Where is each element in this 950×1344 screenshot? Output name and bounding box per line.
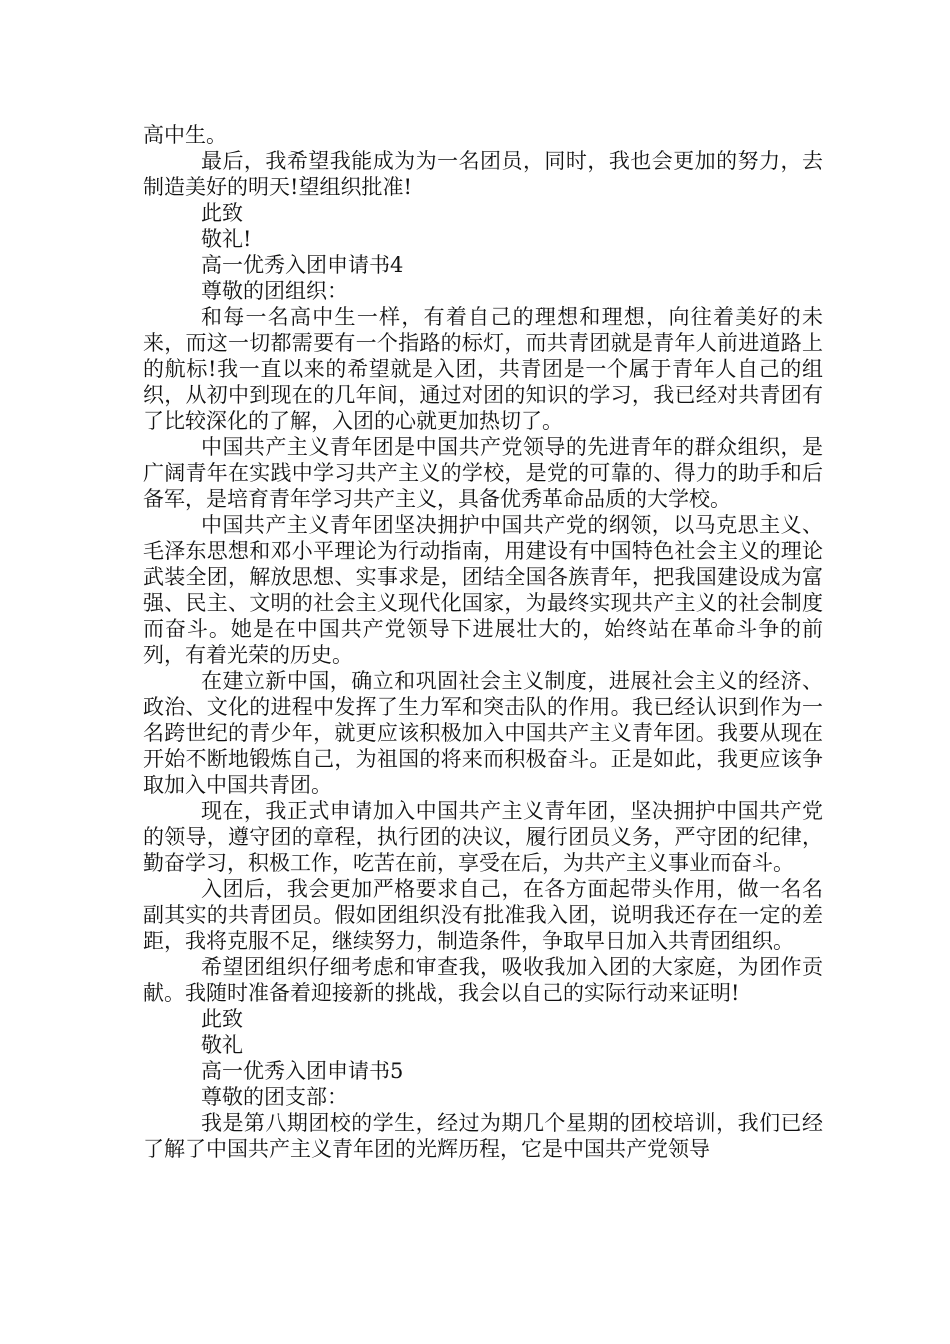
salutation-jingli: 敬礼! — [201, 227, 252, 251]
paragraph-body: 现在，我正式申请加入中国共产主义青年团，坚决拥护中国共产党的领导，遵守团的章程，执行团的决议，履行团员义务，严守团的纪律，勤奋学习，积极工作，吃苦在前，享受在后，为共产主义事业而奋斗。 — [143, 799, 823, 875]
salutation-cizhi: 此致 — [201, 201, 243, 225]
paragraph-body: 和每一名高中生一样，有着自己的理想和理想，向往着美好的未来，而这一切都需要有一个指路的标灯，而共青团就是青年人前进道路上的航标!我一直以来的希望就是入团，共青团是一个属于青年人自己的组织，从初中到现在的几年间，通过对团的知识的学习，我已经对共青团有了比较深化的了解，入团的心就更加热切了。 — [143, 305, 823, 433]
greeting-line: 尊敬的团支部： — [201, 1085, 348, 1109]
document-page — [143, 122, 823, 1162]
greeting-line: 尊敬的团组织： — [201, 279, 348, 303]
paragraph-intro-end: 高中生。 — [143, 123, 227, 147]
paragraph-body: 中国共产主义青年团是中国共产党领导的先进青年的群众组织，是广阔青年在实践中学习共产主义的学校，是党的可靠的、得力的助手和后备军，是培育青年学习共产主义，具备优秀革命品质的大学校。 — [143, 435, 823, 511]
paragraph-body: 希望团组织仔细考虑和审查我，吸收我加入团的大家庭，为团作贡献。我随时准备着迎接新的挑战，我会以自己的实际行动来证明! — [143, 955, 823, 1005]
paragraph-body: 我是第八期团校的学生，经过为期几个星期的团校培训，我们已经了解了中国共产主义青年团的光辉历程，它是中国共产党领导 — [143, 1111, 823, 1161]
section-heading-4: 高一优秀入团申请书4 — [201, 253, 404, 277]
section-heading-5: 高一优秀入团申请书5 — [201, 1059, 404, 1083]
paragraph-body: 入团后，我会更加严格要求自己，在各方面起带头作用，做一名名副其实的共青团员。假如团组织没有批准我入团，说明我还存在一定的差距，我将克服不足，继续努力，制造条件，争取早日加入共青团组织。 — [143, 877, 823, 953]
paragraph-closing-wish: 最后，我希望我能成为为一名团员，同时，我也会更加的努力，去制造美好的明天!望组织批准! — [143, 149, 823, 199]
salutation-jingli: 敬礼 — [201, 1033, 243, 1057]
paragraph-body: 在建立新中国，确立和巩固社会主义制度，进展社会主义的经济、政治、文化的进程中发挥了生力军和突击队的作用。我已经认识到作为一名跨世纪的青少年，就更应该积极加入中国共产主义青年团。我要从现在开始不断地锻炼自己，为祖国的将来而积极奋斗。正是如此，我更应该争取加入中国共青团。 — [143, 669, 823, 797]
salutation-cizhi: 此致 — [201, 1007, 243, 1031]
paragraph-body: 中国共产主义青年团坚决拥护中国共产党的纲领，以马克思主义、毛泽东思想和邓小平理论为行动指南，用建设有中国特色社会主义的理论武装全团，解放思想、实事求是，团结全国各族青年，把我国建设成为富强、民主、文明的社会主义现代化国家，为最终实现共产主义的社会制度而奋斗。她是在中国共产党领导下进展壮大的，始终站在革命斗争的前列，有着光荣的历史。 — [143, 513, 823, 667]
